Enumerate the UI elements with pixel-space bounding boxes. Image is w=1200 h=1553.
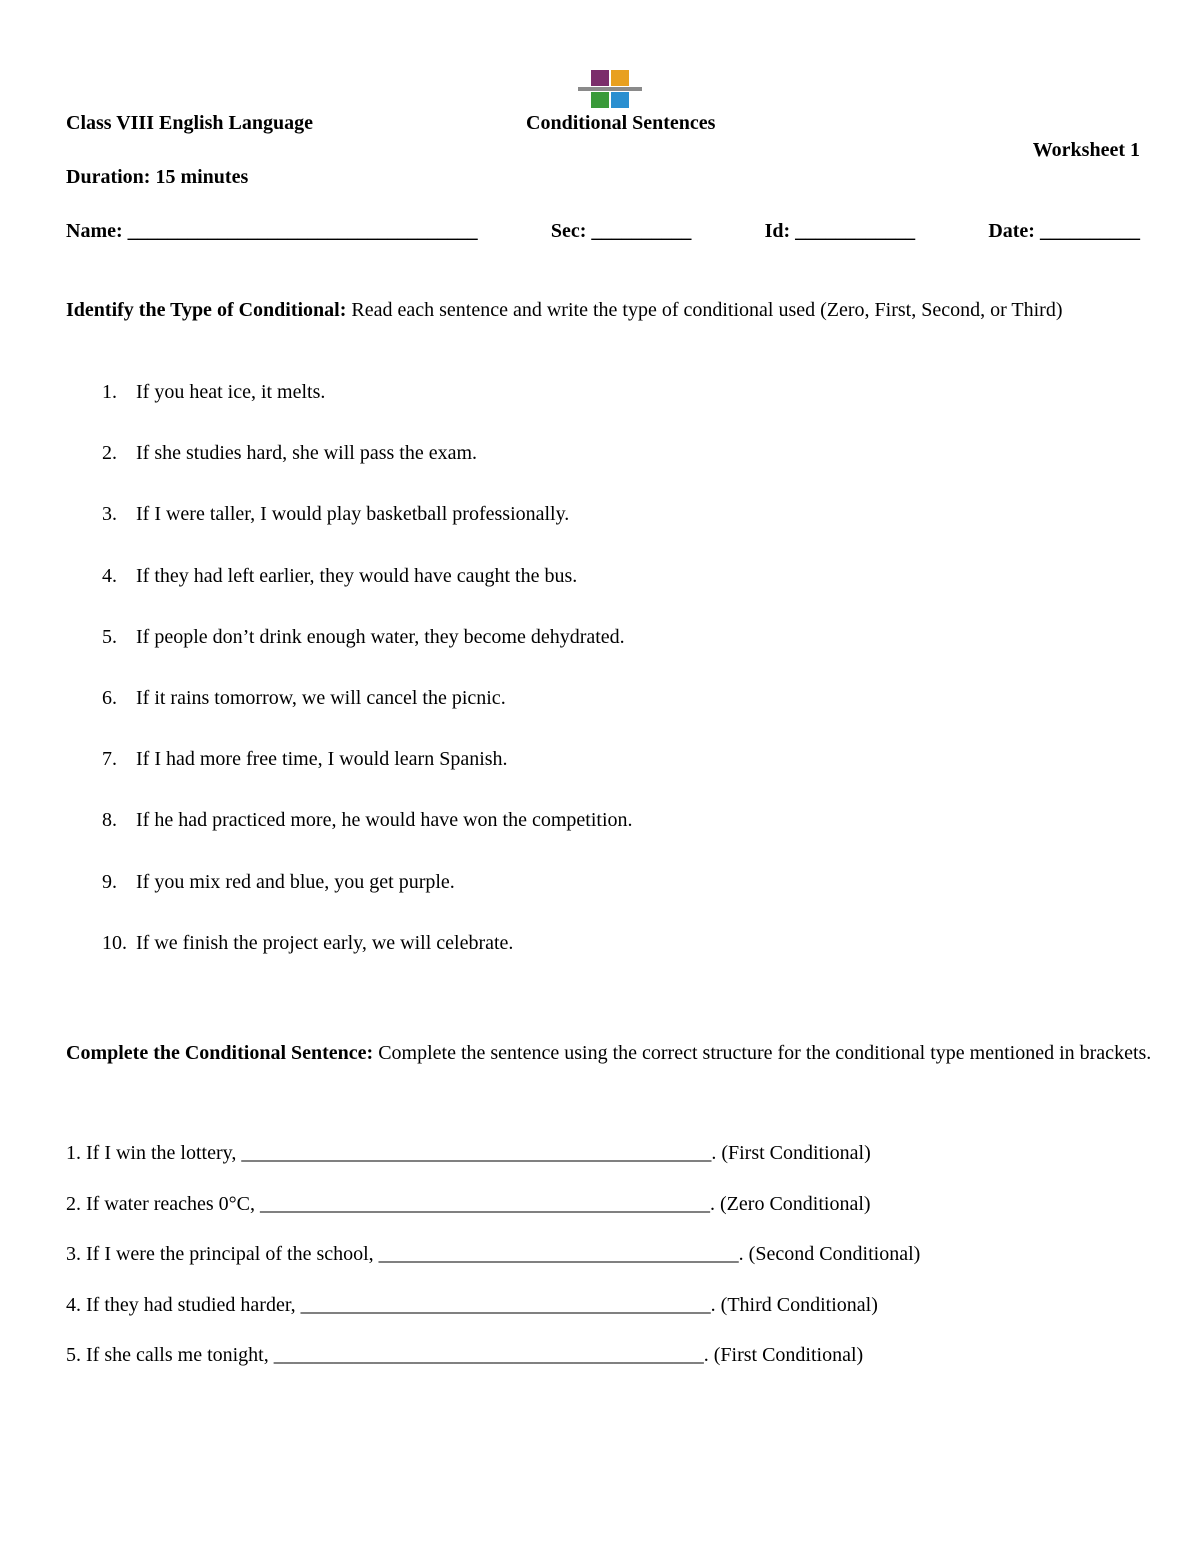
list-item: [66, 864, 633, 925]
list-item: [66, 741, 633, 802]
list-item: [66, 496, 633, 557]
list-item: [66, 435, 633, 496]
question-text: If it rains tomorrow, we will cancel the picnic.: [136, 686, 506, 709]
date-field[interactable]: [988, 220, 1140, 243]
id-blank: ____________: [795, 220, 916, 242]
completion-item[interactable]: 1. If I win the lottery, _______________________________________________. (First Conditional): [66, 1142, 871, 1164]
question-number: 3.: [102, 503, 117, 526]
section1-intro: [66, 290, 1156, 330]
section1-title: Identify the Type of Conditional:: [66, 299, 347, 321]
question-text: If she studies hard, she will pass the exam.: [136, 442, 478, 465]
question-text: If you heat ice, it melts.: [136, 381, 326, 403]
question-text: If we finish the project early, we will celebrate.: [136, 931, 514, 954]
completion-item[interactable]: 2. If water reaches 0°C, _____________________________________________. (Zero Conditional): [66, 1192, 871, 1215]
sec-blank: __________: [591, 220, 692, 242]
question-number: 2.: [102, 442, 117, 465]
sec-label: Sec:: [550, 220, 587, 242]
name-blank: ___________________________________: [127, 220, 478, 242]
list-item: [66, 558, 633, 619]
question-text: If I had more free time, I would learn Spanish.: [136, 748, 508, 771]
question-text: If you mix red and blue, you get purple.: [136, 870, 455, 893]
question-number: 1.: [102, 381, 117, 403]
list-item: [66, 802, 633, 863]
duration: Duration: 15 minutes: [66, 166, 249, 188]
list-item: [66, 374, 633, 435]
section2-instruction: Complete the sentence using the correct structure for the conditional type mentioned in brackets.: [378, 1042, 1152, 1064]
question-number: 8.: [102, 809, 117, 832]
logo-square-orange: [611, 70, 629, 86]
completion-item[interactable]: 3. If I were the principal of the school, ____________________________________. (Second Conditional): [66, 1243, 921, 1266]
logo-square-blue: [611, 92, 629, 108]
question-number: 6.: [102, 686, 117, 709]
school-logo-icon: [576, 70, 644, 110]
logo-square-purple: [591, 70, 609, 86]
section2-title: Complete the Conditional Sentence:: [66, 1042, 374, 1064]
worksheet-number: Worksheet 1: [1032, 139, 1140, 161]
logo-square-green: [591, 92, 609, 108]
question-text: If I were taller, I would play basketball professionally.: [136, 503, 570, 526]
list-item: [66, 619, 633, 680]
question-number: 7.: [102, 748, 117, 771]
name-label: Name:: [66, 220, 123, 242]
list-item: [66, 680, 633, 741]
date-blank: __________: [1039, 220, 1140, 242]
question-number: 4.: [102, 564, 117, 587]
question-number: 10.: [102, 931, 127, 954]
section2-intro: [66, 1038, 1156, 1068]
question-number: 9.: [102, 870, 117, 893]
date-label: Date:: [988, 220, 1035, 242]
student-info-row: [66, 220, 1140, 243]
completion-item[interactable]: 5. If she calls me tonight, ___________________________________________. (First Conditional): [66, 1344, 864, 1367]
section2-completion-list: [66, 1136, 920, 1389]
sec-field[interactable]: [551, 220, 692, 243]
question-text: If they had left earlier, they would have caught the bus.: [136, 564, 578, 587]
section1-question-list: [66, 374, 633, 986]
logo-banner: [578, 87, 642, 91]
section1-instruction: Read each sentence and write the type of conditional used (Zero, First, Second, or Third): [351, 299, 1063, 321]
id-label: Id:: [764, 220, 791, 242]
question-text: If he had practiced more, he would have won the competition.: [136, 809, 633, 832]
question-number: 5.: [102, 625, 117, 648]
id-field[interactable]: [765, 220, 916, 243]
completion-item[interactable]: 4. If they had studied harder, _________________________________________. (Third Conditional): [66, 1293, 878, 1316]
question-text: If people don’t drink enough water, they become dehydrated.: [136, 625, 625, 648]
class-title: Class VIII English Language: [66, 112, 313, 134]
topic-title: Conditional Sentences: [526, 112, 716, 134]
name-field[interactable]: [66, 220, 478, 243]
list-item: [66, 925, 633, 986]
